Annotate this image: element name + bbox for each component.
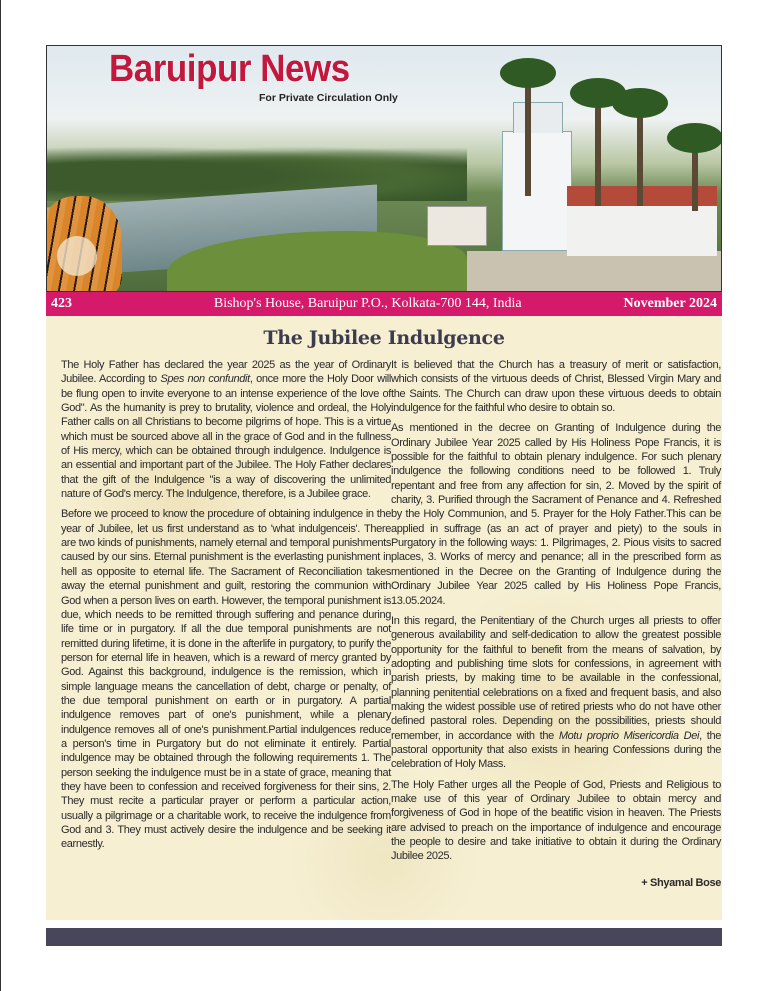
paragraph — [391, 614, 721, 772]
italic-text: Spes non confundit — [160, 373, 250, 386]
paragraph: It is believed that the Church has a treasury of merit or satisfaction, which consists of the virtuous deeds of Christ, Blessed Virgin Mary and the Saints. The Church can draw upon these virtuous deeds to obtain indulgence for the faithful who desire to obtain so. — [391, 359, 721, 415]
paragraph: Before we proceed to know the procedure of obtaining indulgence in the year of Jubilee, let us first understand as to 'what indulgenceis'. There are two kinds of punishments, namely eternal and temporal punishments caused by our sins. Eternal punishment is the everlasting punishment in hell as opposite to eternal life. The Sacrament of Reconciliation takes away the eternal punishment and guilt, restoring the communion with God when a person lives on earth. However, the temporal punishment is due, which needs to be remitted through suffering and penance during life time or in purgatory. If all the due temporal punishments are not remitted during lifetime, it is done in the afterlife in purgatory, to purify the person for eternal life in heaven, which is a reward of mercy granted by God. Against this background, indulgence is the remission, which in simple language means the cancellation of debt, charge or penalty, of the due temporal punishment on earth or in purgatory. A partial indulgence removes part of one's punishment, while a plenary indulgence removes all of one's punishment.Partial indulgences reduce a person's time in Purgatory but do not eliminate it entirely. Partial indulgence may be obtained through the following requirements 1. The person seeking the indulgence must be in a state of grace, meaning that they have been to confession and received forgiveness for their sins, 2. They must recite a particular prayer or perform a particular action, usually a pilgrimage or a charitable work, to receive the indulgence from God and 3. They must actively desire the indulgence and be seeking it earnestly. — [61, 508, 391, 851]
text: , the pastoral opportunity that also exists in hearing Confessions during the celebration of Holy Mass. — [391, 729, 722, 771]
masthead-photo — [46, 45, 722, 292]
italic-text: Motu proprio Misericordia Dei — [558, 729, 700, 742]
issue-band — [46, 292, 722, 316]
paragraph — [61, 358, 391, 501]
bishops-house — [567, 206, 717, 256]
tiger — [46, 196, 122, 292]
footer-bar — [46, 928, 722, 946]
text: , once more the Holy Door will be flung open to invite everyone to an intense experience of the love of God". As the humanity is prey to brutality, violence and ordeal, the Holy Father calls on all Christians to become pilgrims of hope. This is a virtue which must be sourced above all in the grace of God and in the fullness of His mercy, which can be obtained through indulgence. Indulgence is an essential and important part of the Jubilee. The Holy Father declares that the gift of the Indulgence "is a way of discovering the unlimited nature of God's mercy. The Indulgence, therefore, is a Jubilee grace. — [61, 373, 391, 501]
palm-tree — [595, 96, 601, 206]
masthead-title: Baruipur News — [109, 48, 350, 90]
column-right — [391, 358, 721, 890]
gate — [427, 206, 487, 246]
paragraph: As mentioned in the decree on Granting of Indulgence during the Ordinary Jubilee Year 2025 called by His Holiness Pope Francis, it is possible for the faithful to obtain plenary indulgence. For such plenary indulgence the following conditions need to be followed 1. Truly repentant and free from any affection for sin, 2. Moved by the spirit of charity, 3. Purified through the Sacrament of Penance and 4. Refreshed by the Holy Communion, and 5. Prayer for the Holy Father.This can be applied in suffrage (as an act of prayer and piety) to the souls in Purgatory in the following ways: 1. Pilgrimages, 2. Pious visits to sacred places, 3. Works of mercy and penance; all in the prescribed form as mentioned in the Decree on the Granting of Indulgence during the Ordinary Jubilee Year 2025 called by His Holiness Pope Francis, 13.05.2024. — [391, 422, 721, 607]
issue-date: November 2024 — [623, 296, 717, 311]
text: In this regard, the Penitentiary of the Church urges all priests to offer generous availability and self-dedication to allow the greatest possible opportunity for the faithful to benefit from the means of salvation, by adopting and publishing time slots for confessions, in agreement with parish priests, by making time to be available in the confessional, planning penitential celebrations on a fixed and frequent basis, and also making the widest possible use of retired priests who do not have other defined pastoral roles. Depending on the possibilities, priests should remember, in accordance with the — [391, 614, 721, 742]
column-left — [61, 358, 391, 858]
article-title: The Jubilee Indulgence — [263, 327, 505, 349]
church — [502, 131, 572, 251]
palm-tree — [525, 76, 531, 196]
paragraph: The Holy Father urges all the People of God, Priests and Religious to make use of this year of Ordinary Jubilee to obtain mercy and forgiveness of God in hope of the beatific vision in heaven. The Priests are advised to preach on the importance of indulgence and encourage the people to desire and take initiative to obtain it during the Ordinary Jubilee 2025. — [391, 778, 721, 863]
text: The Holy Father has declared the year 2025 as the year of Ordinary Jubilee. According to — [61, 359, 391, 386]
article — [46, 316, 722, 920]
road — [467, 251, 722, 292]
palm-tree — [692, 141, 698, 211]
masthead-tagline: For Private Circulation Only — [259, 92, 398, 104]
address: Bishop's House, Baruipur P.O., Kolkata-700 144, India — [213, 296, 522, 311]
issue-number: 423 — [51, 296, 72, 311]
author-signature: + Shyamal Bose — [641, 876, 721, 889]
palm-tree — [637, 106, 643, 206]
